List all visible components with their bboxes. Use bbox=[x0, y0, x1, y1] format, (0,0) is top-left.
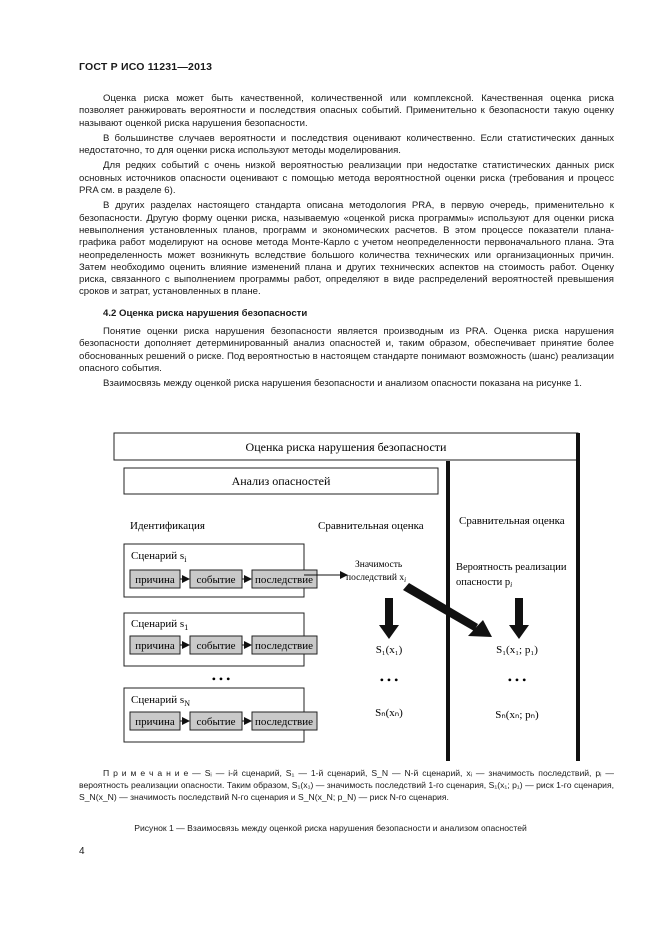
scenario-box-i bbox=[124, 544, 317, 597]
significance-label-line1: Значимость bbox=[355, 560, 403, 570]
down-arrow-significance bbox=[379, 598, 399, 639]
paragraph: В других разделах настоящего стандарта описана методология PRA, в первую очередь, применительно к безопасности. Другую форму оценки риска, называемую «оценкой риска программы» используют для оценки риска невыполнения установленных планов, программ и экономических расчетов. В этом процессе показатели плана-графика работ моделируют на основе метода Монте-Карло с учетом неопределенности первоначального плана. Эта неопределенность может возникнуть вследствие большого количества технических или организационных причин. Затем необходимо оценить влияние изменений плана и других технических аспектов на стоимость работ. Оценку риска, связанного с выполнением программы работ, определяют в виде распределений вероятностей превышения сроков и затрат, установленных в плане. bbox=[79, 200, 614, 298]
consequence-label: последствие bbox=[254, 640, 314, 652]
sn-xn-pn-label: Sₙ(xₙ; pₙ) bbox=[495, 709, 539, 721]
cause-label: причина bbox=[135, 574, 175, 586]
col-label-comparative-right: Сравнительная оценка bbox=[459, 515, 565, 527]
ellipsis: • • • bbox=[211, 672, 231, 686]
sn-xn-label: Sₙ(xₙ) bbox=[375, 707, 403, 719]
document-header: ГОСТ Р ИСО 11231—2013 bbox=[79, 61, 213, 73]
down-arrow-probability bbox=[509, 598, 529, 639]
figure-note: П р и м е ч а н и е — Sᵢ — i-й сценарий, S₁ — 1-й сценарий, S_N — N-й сценарий, xᵢ — значимость последствий, pᵢ — вероятность реализации опасности. Таким образом, S₁(x₁) — значимость последствий 1-го сценария, S₁(x₁; p₁) — риск 1-го сценария, S_N(x_N) — значимость последствий N-го сценария и S_N(x_N; p_N) — риск N-го сценария. bbox=[79, 768, 614, 802]
event-label: событие bbox=[196, 716, 236, 728]
scenario-title: Сценарий $s_i$ bbox=[131, 550, 187, 564]
significance-label-line2: последствий $x_i$ bbox=[346, 573, 407, 584]
cause-label: причина bbox=[135, 716, 175, 728]
section-heading: 4.2 Оценка риска нарушения безопасности bbox=[103, 307, 308, 319]
figure-caption: Рисунок 1 — Взаимосвязь между оценкой риска нарушения безопасности и анализом опасностей bbox=[134, 823, 527, 833]
col-label-comparative-left: Сравнительная оценка bbox=[318, 520, 424, 532]
s1-x1-label: S₁(x₁) bbox=[375, 644, 403, 656]
outer-box-title: Оценка риска нарушения безопасности bbox=[245, 440, 447, 454]
s1-x1-p1-label: S₁(x₁; p₁) bbox=[496, 644, 538, 656]
scenario-box-n bbox=[124, 688, 317, 742]
col-label-identification: Идентификация bbox=[130, 520, 205, 532]
scenario-title: Сценарий $s_1$ bbox=[131, 618, 189, 632]
paragraph: В большинстве случаев вероятности и последствия оценивают количественно. Если статистических данных недостаточно, то для оценки риска используют методы моделирования. bbox=[79, 132, 614, 157]
scenario-title: Сценарий $s_N$ bbox=[131, 694, 190, 708]
consequence-label: последствие bbox=[254, 574, 314, 586]
scenario-box-1 bbox=[124, 613, 317, 666]
paragraph: Для редких событий с очень низкой вероятностью реализации при недостатке статистических данных риск основных источников опасности оценивают с помощью метода вероятностной оценки риска (требования и процесс PRA см. в разделе 6). bbox=[79, 160, 614, 197]
consequence-label: последствие bbox=[254, 716, 314, 728]
event-label: событие bbox=[196, 574, 236, 586]
probability-label-line2: опасности pi bbox=[456, 577, 513, 589]
ellipsis: • • • bbox=[379, 673, 399, 687]
event-label: событие bbox=[196, 640, 236, 652]
cause-label: причина bbox=[135, 640, 175, 652]
paragraph: Взаимосвязь между оценкой риска нарушения безопасности и анализом опасности показана на рисунке 1. bbox=[103, 378, 582, 390]
paragraph: Оценка риска может быть качественной, количественной или комплексной. Качественная оценка риска позволяет ранжировать вероятности и последствия опасных событий. Применительно к безопасности такую оценку называют оценкой риска нарушения безопасности. bbox=[79, 93, 614, 129]
inner-box-title: Анализ опасностей bbox=[231, 474, 331, 488]
ellipsis: • • • bbox=[507, 673, 527, 687]
paragraph: Понятие оценки риска нарушения безопасности является производным из PRA. Оценка риска нарушения безопасности дополняет детерминированный анализ опасностей и, таким образом, обеспечивает принятие более обоснованных решений о риске. Под вероятностью в настоящем стандарте понимают возможность (шанс) реализации опасного события. bbox=[79, 326, 614, 374]
page-number: 4 bbox=[79, 846, 85, 857]
probability-label-line1: Вероятность реализации bbox=[456, 562, 567, 573]
divider-line-right bbox=[576, 433, 580, 761]
